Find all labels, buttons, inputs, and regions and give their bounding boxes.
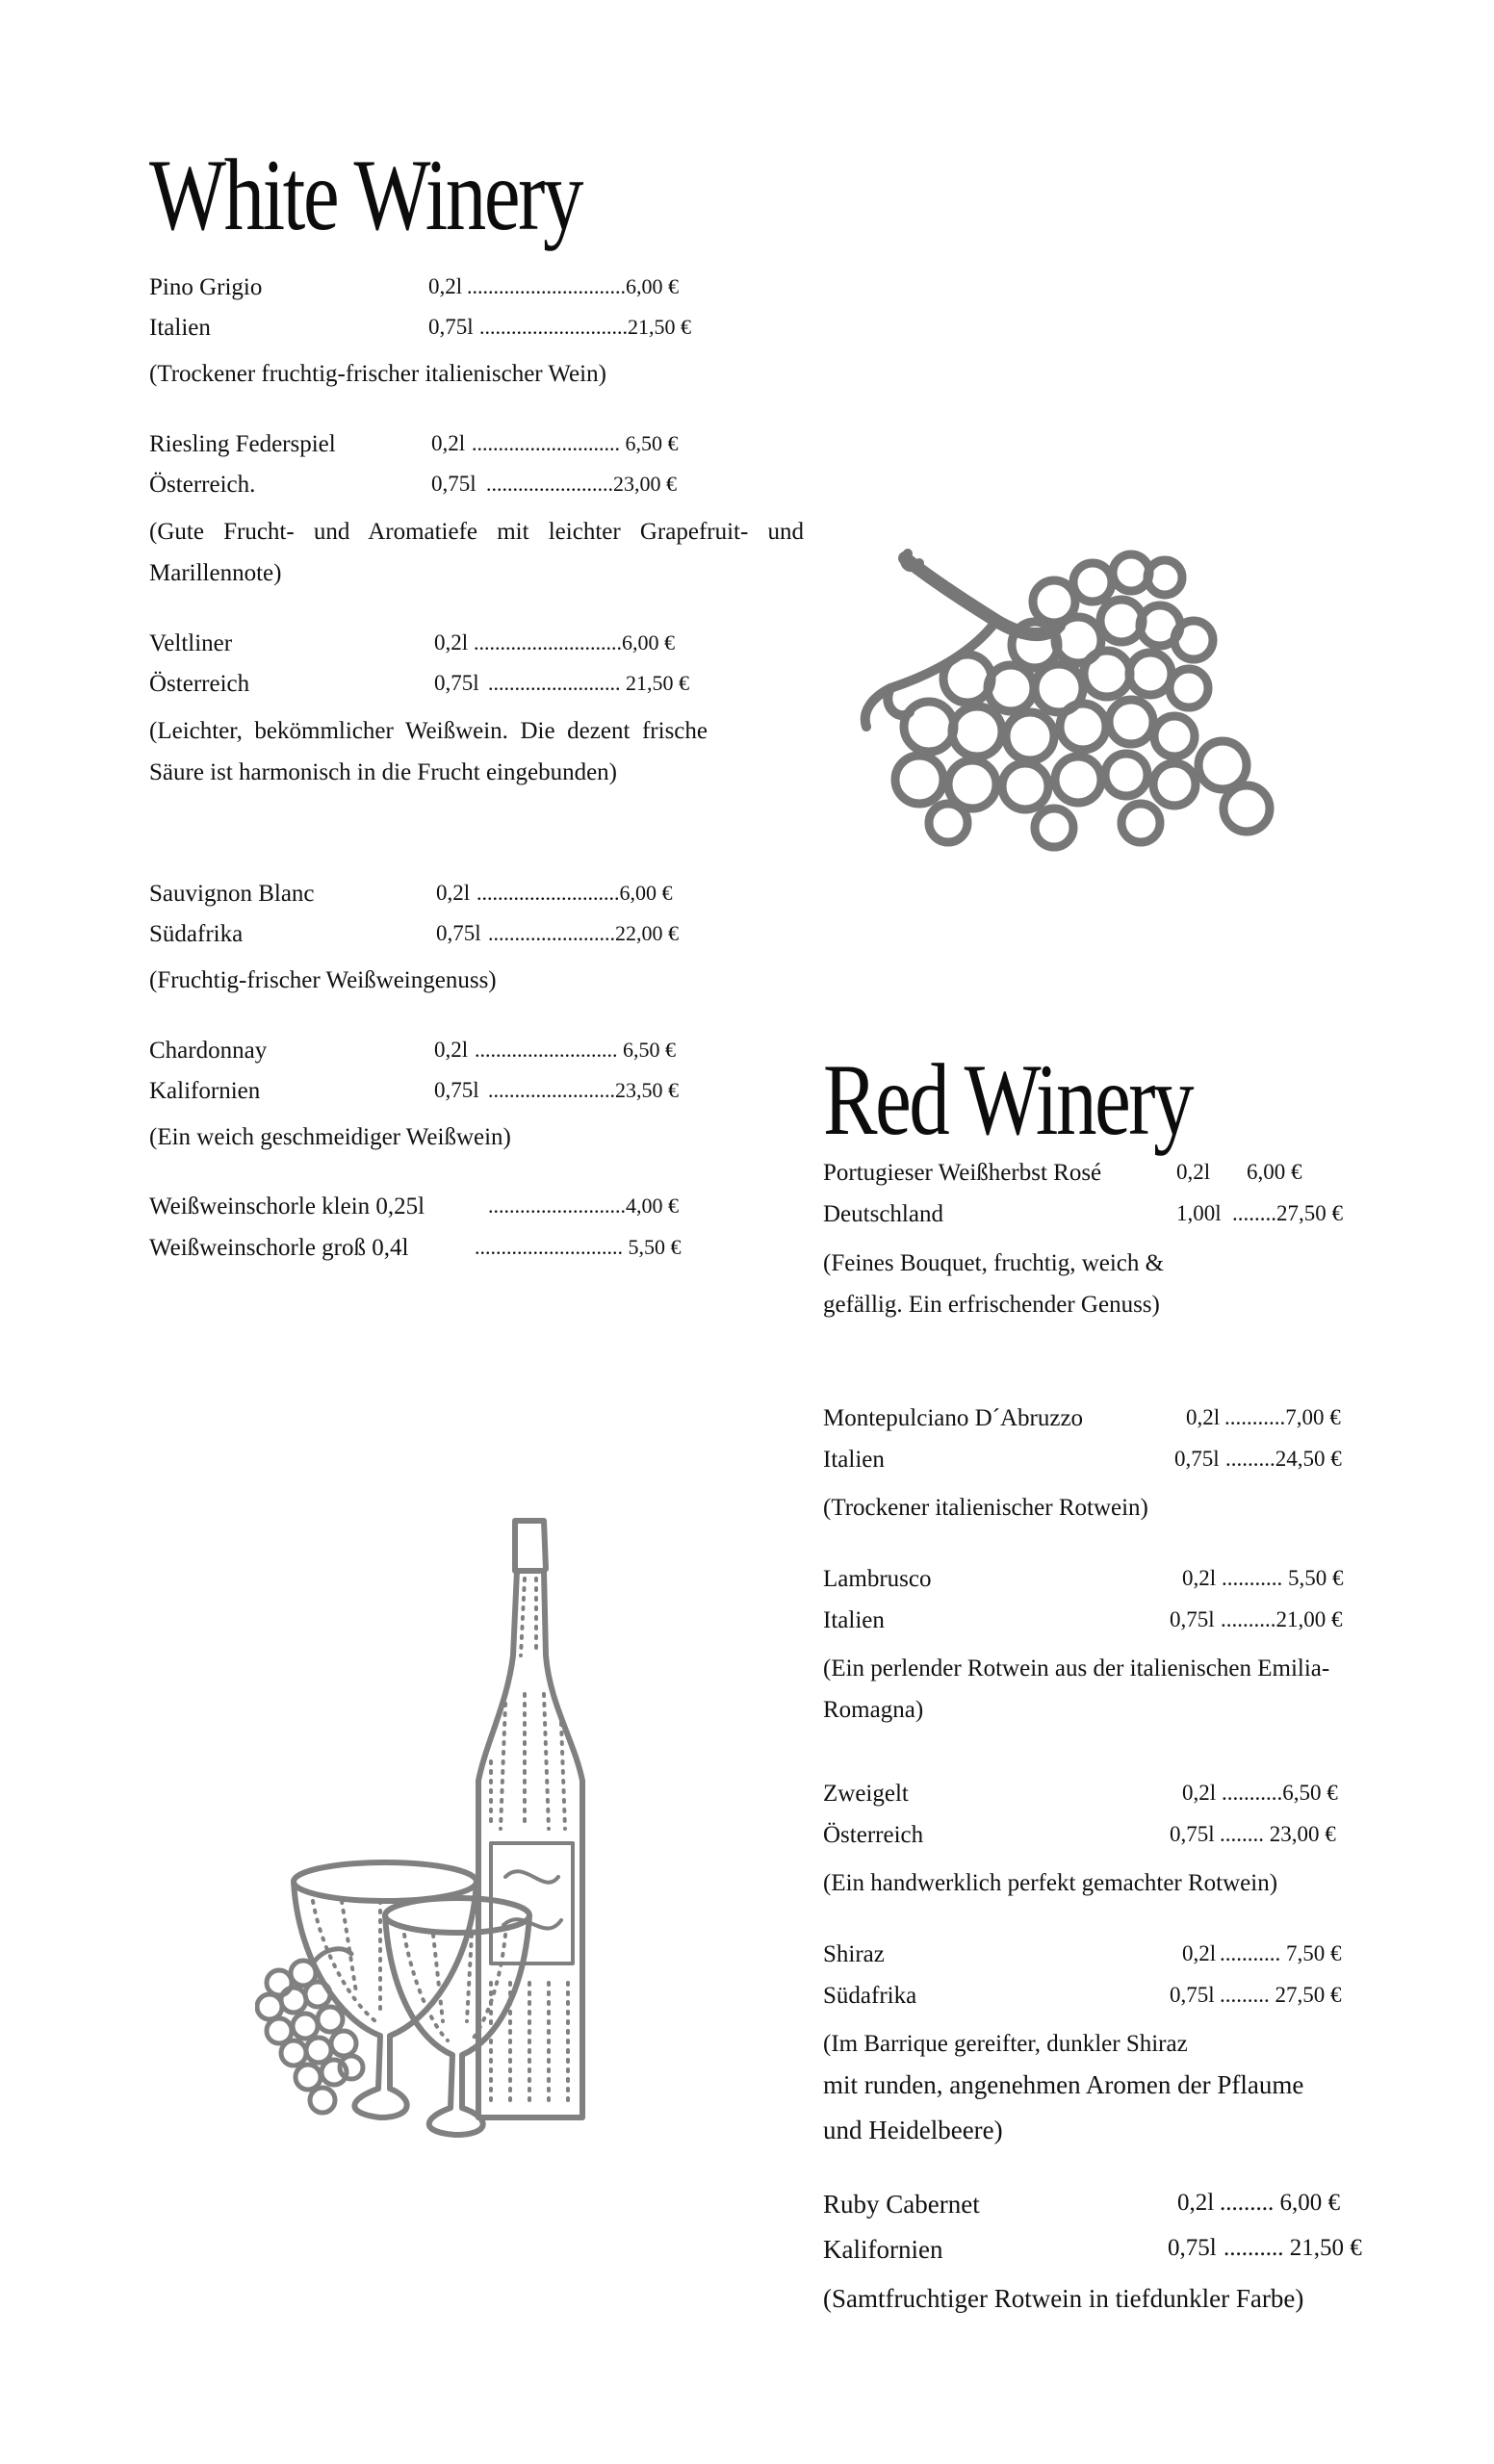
- wine-origin: Deutschland: [823, 1201, 943, 1227]
- volume-small: 0,2l: [1177, 2190, 1215, 2216]
- wine-origin-row: [149, 1078, 717, 1118]
- wine-origin: Kalifornien: [149, 1078, 261, 1104]
- wine-origin: Italien: [823, 1447, 885, 1473]
- volume-large: 0,75l: [1174, 1447, 1220, 1471]
- wine-name: Lambrusco: [823, 1566, 932, 1592]
- volume-large: 0,75l: [1170, 1983, 1215, 2007]
- wine-description: (Ein weich geschmeidiger Weißwein): [149, 1124, 511, 1150]
- price-large: ........................22,00 €: [488, 921, 679, 945]
- wine-row-sauvignon-blanc: [149, 881, 717, 921]
- volume-small: 0,2l: [431, 431, 466, 455]
- wine-origin: Kalifornien: [823, 2235, 943, 2264]
- schorle-label: Weißweinschorle klein 0,25l: [149, 1194, 425, 1219]
- wine-origin-row: [823, 1607, 1401, 1648]
- volume-large: 0,75l: [428, 315, 474, 339]
- wine-origin: Italien: [149, 315, 211, 341]
- wine-origin: Südafrika: [149, 921, 244, 947]
- price-large: ........ 23,00 €: [1220, 1822, 1336, 1846]
- price-small: ........... 5,50 €: [1222, 1566, 1344, 1590]
- price-large: .........24,50 €: [1225, 1447, 1342, 1471]
- volume-small: 0,2l: [1182, 1941, 1217, 1965]
- wine-origin: Österreich.: [149, 472, 256, 498]
- wine-row-pino-grigio: [149, 274, 717, 315]
- price-large: ............................21,50 €: [479, 315, 691, 339]
- price-large: ......... 27,50 €: [1220, 1983, 1342, 2007]
- wine-description: (Trockener italienischer Rotwein): [823, 1495, 1148, 1521]
- price-large: ..........21,00 €: [1221, 1607, 1343, 1631]
- wine-name: Shiraz: [823, 1941, 885, 1967]
- price-small: ............................6,00 €: [474, 630, 675, 654]
- white-winery-heading: White Winery: [149, 139, 581, 251]
- wine-name: Portugieser Weißherbst Rosé: [823, 1160, 1102, 1186]
- price-small: 6,00 €: [1247, 1160, 1302, 1184]
- wine-description: (Leichter, bekömmlicher Weißwein. Die dezent frische Säure ist harmonisch in die Frucht eingebunden): [149, 718, 708, 785]
- price-large: ........................23,00 €: [486, 472, 677, 496]
- wine-description-detail: mit runden, angenehmen Aromen der Pflaume und Heidelbeere): [823, 2070, 1304, 2144]
- wine-row-veltliner: [149, 630, 717, 671]
- price-small: ...........7,00 €: [1224, 1405, 1341, 1429]
- grapes-illustration: [852, 534, 1295, 852]
- wine-origin-row: [823, 1983, 1401, 2023]
- volume-small: 0,2l: [1182, 1566, 1217, 1590]
- price-small: ......... 6,00 €: [1220, 2190, 1340, 2216]
- wine-name: Montepulciano D´Abruzzo: [823, 1405, 1084, 1431]
- wine-origin: Italien: [823, 1607, 885, 1633]
- volume-large: 0,75l: [1170, 1822, 1215, 1846]
- price-large: ........................23,50 €: [488, 1078, 679, 1102]
- schorle-price: ..........................4,00 €: [488, 1194, 679, 1218]
- wine-description: (Gute Frucht- und Aromatiefe mit leichter Grapefruit- und Marillennote): [149, 519, 804, 586]
- volume-large: 0,75l: [434, 671, 479, 695]
- wine-origin: Österreich: [823, 1822, 924, 1848]
- wine-name: Sauvignon Blanc: [149, 881, 315, 907]
- price-large: .......... 21,50 €: [1224, 2235, 1362, 2261]
- wine-name: Pino Grigio: [149, 274, 263, 300]
- red-winery-heading: Red Winery: [823, 1043, 1193, 1156]
- volume-large: 0,75l: [436, 921, 481, 945]
- price-large: ........27,50 €: [1232, 1201, 1343, 1225]
- wine-origin-row: [823, 1447, 1401, 1487]
- schorle-label: Weißweinschorle groß 0,4l: [149, 1235, 409, 1261]
- volume-small: 0,2l: [1182, 1781, 1217, 1805]
- wine-description: (Trockener fruchtig-frischer italienischer Wein): [149, 361, 606, 387]
- wine-name: Veltliner: [149, 630, 233, 656]
- volume-small: 0,2l: [434, 1038, 469, 1062]
- wine-origin-row: [149, 472, 717, 512]
- volume-small: 0,2l: [1176, 1160, 1211, 1184]
- wine-row-zweigelt: [823, 1781, 1401, 1821]
- wine-row-portugieser: [823, 1160, 1401, 1200]
- volume-large: 0,75l: [1170, 1607, 1215, 1631]
- wine-row-riesling: [149, 431, 717, 472]
- wine-origin-row: [823, 1201, 1401, 1242]
- schorle-price: ............................ 5,50 €: [475, 1235, 682, 1259]
- wine-origin: Südafrika: [823, 1983, 917, 2009]
- wine-description-intro: (Im Barrique gereifter, dunkler Shiraz: [823, 2031, 1188, 2057]
- volume-large: 0,75l: [431, 472, 477, 496]
- price-large: ......................... 21,50 €: [488, 671, 689, 695]
- wine-name: Riesling Federspiel: [149, 431, 336, 457]
- wine-origin-row: [149, 921, 717, 962]
- volume-small: 0,2l: [436, 881, 471, 905]
- wine-origin-row: [823, 1822, 1401, 1862]
- volume-large: 0,75l: [1168, 2235, 1217, 2261]
- volume-small: 0,2l: [434, 630, 469, 654]
- wine-row-montepulciano: [823, 1405, 1401, 1446]
- price-small: ..............................6,00 €: [467, 274, 679, 298]
- price-small: ........... 7,50 €: [1220, 1941, 1342, 1965]
- wine-name: Ruby Cabernet: [823, 2190, 980, 2219]
- wine-description: (Feines Bouquet, fruchtig, weich & gefällig. Ein erfrischender Genuss): [823, 1250, 1165, 1318]
- wine-description: (Ein handwerklich perfekt gemachter Rotwein): [823, 1870, 1278, 1896]
- schorle-row-small: [149, 1194, 717, 1234]
- volume-large: 1,00l: [1176, 1201, 1222, 1225]
- wine-row-shiraz: [823, 1941, 1401, 1982]
- wine-row-chardonnay: [149, 1038, 717, 1078]
- volume-small: 0,2l: [428, 274, 463, 298]
- volume-small: 0,2l: [1186, 1405, 1221, 1429]
- schorle-row-large: [149, 1235, 717, 1275]
- price-small: ........................... 6,50 €: [475, 1038, 676, 1062]
- wine-row-ruby-cabernet: [823, 2190, 1401, 2230]
- wine-bottle-glasses-illustration: [255, 1511, 621, 2146]
- wine-row-lambrusco: [823, 1566, 1401, 1606]
- wine-description: (Ein perlender Rotwein aus der italienischen Emilia- Romagna): [823, 1656, 1330, 1723]
- wine-name: Zweigelt: [823, 1781, 909, 1807]
- wine-origin-row: [149, 671, 717, 711]
- price-small: ...........6,50 €: [1222, 1781, 1338, 1805]
- volume-large: 0,75l: [434, 1078, 479, 1102]
- wine-origin-row: [823, 2235, 1401, 2275]
- wine-origin: Österreich: [149, 671, 250, 697]
- price-small: ...........................6,00 €: [477, 881, 673, 905]
- wine-name: Chardonnay: [149, 1038, 268, 1064]
- price-small: ............................ 6,50 €: [472, 431, 679, 455]
- wine-description: (Fruchtig-frischer Weißweingenuss): [149, 967, 497, 993]
- wine-origin-row: [149, 315, 717, 355]
- wine-description: (Samtfruchtiger Rotwein in tiefdunkler Farbe): [823, 2284, 1304, 2313]
